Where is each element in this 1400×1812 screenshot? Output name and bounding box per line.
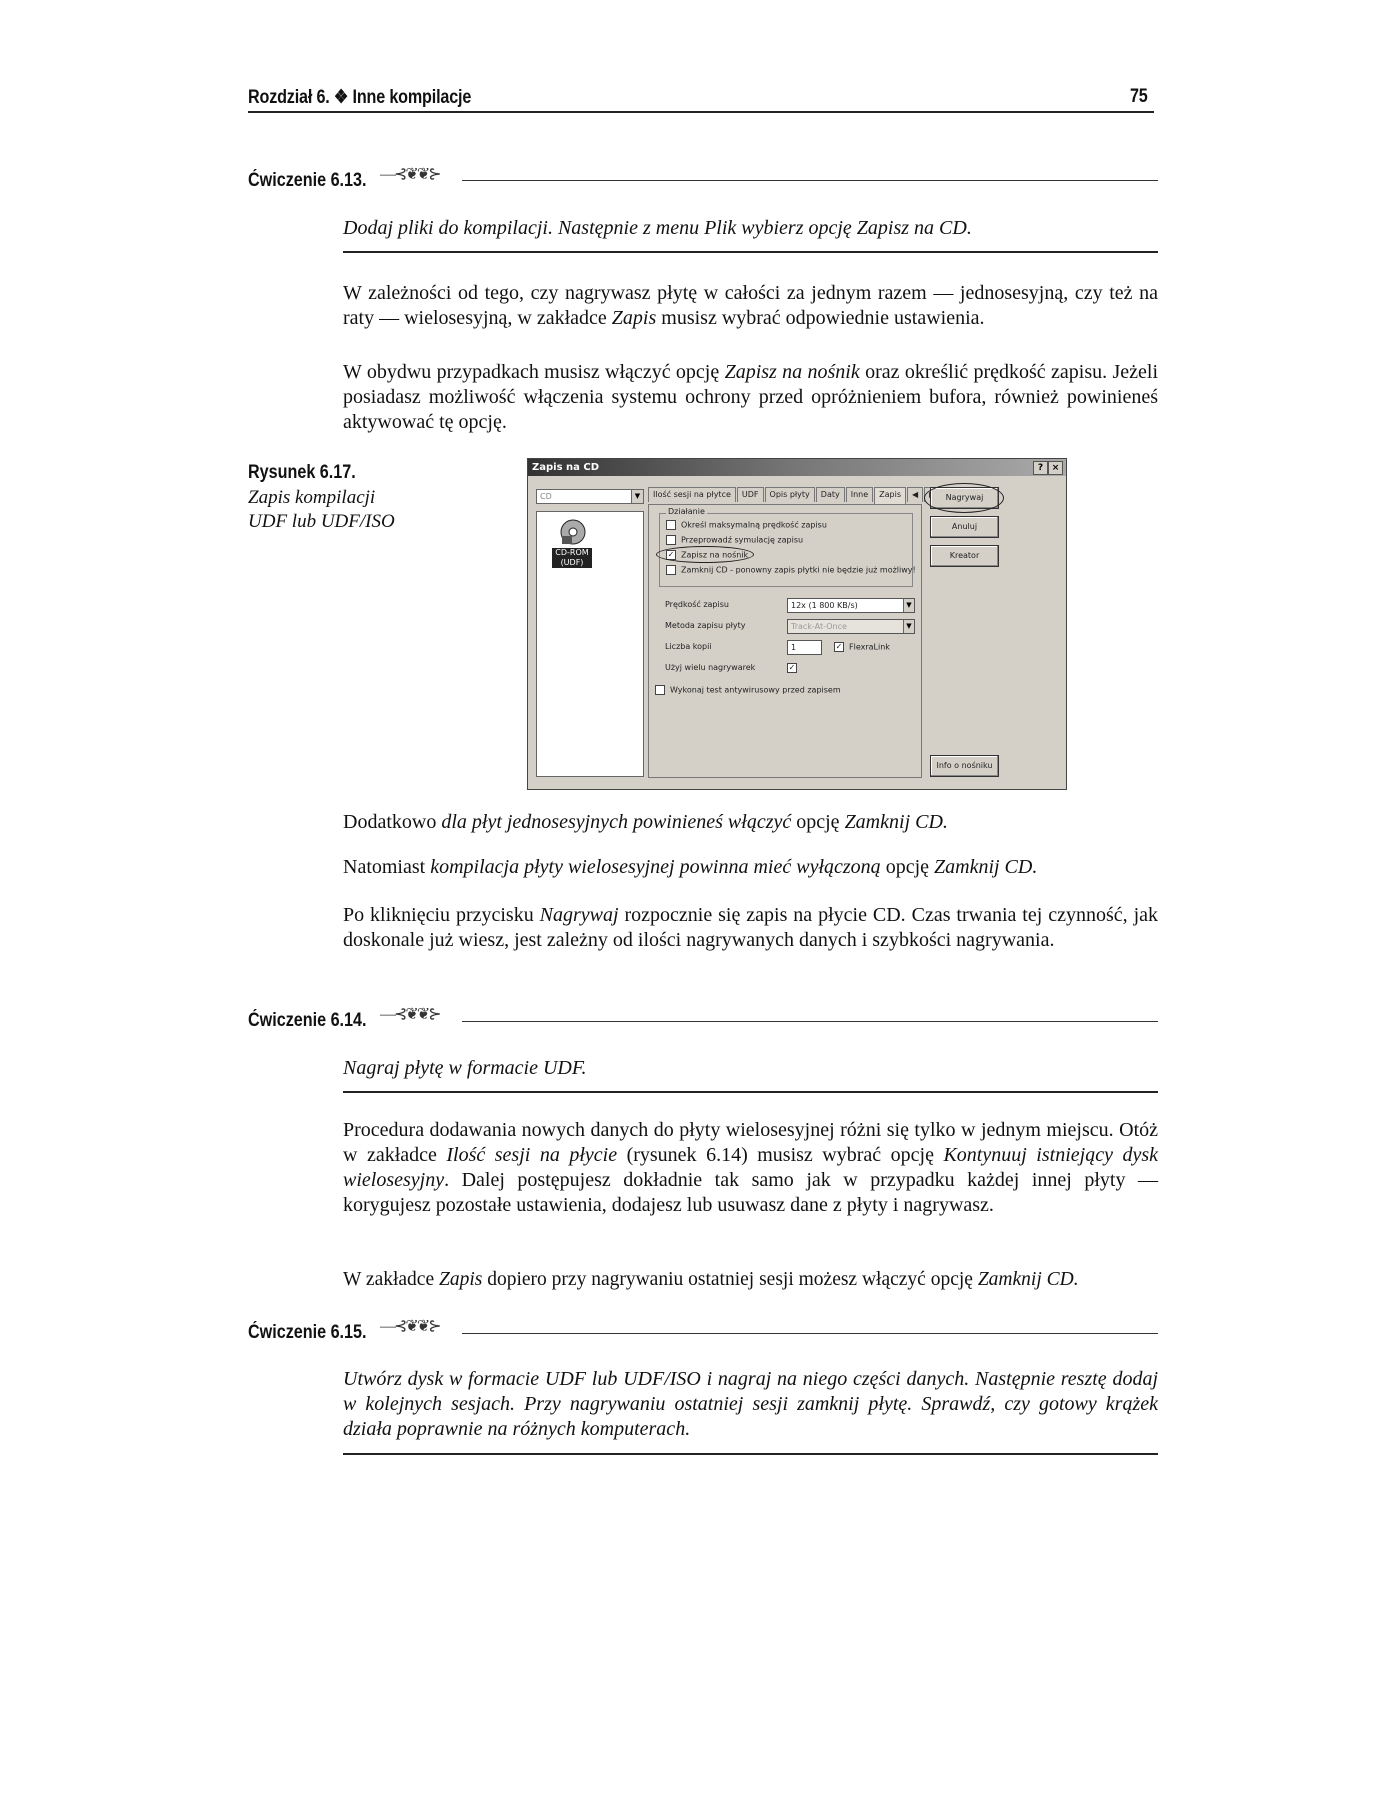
simulation-checkbox[interactable]: Przeprowadź symulację zapisu — [666, 535, 803, 545]
paragraph-6: Procedura dodawania nowych danych do płyty wielosesyjnej różni się tylko w jednym miejscu. Otóż w zakładce Ilość sesji na płycie (rysunek 6.14) musisz wybrać opcję Kontynuuj istniejący dysk wielosesyjny. Dalej postępujesz dokładnie tak samo jak w przypadku każdej innej płyty — korygujesz pozostałe ustawienia, dodajesz lub usuwasz dane z płyty i nagrywasz. — [343, 1119, 1158, 1216]
burn-button[interactable]: Nagrywaj — [930, 487, 999, 509]
figure-label: Rysunek 6.17. — [248, 462, 356, 483]
ornament-icon: —⊰❦❦⊱ — [380, 166, 440, 183]
paragraph-4: Natomiast kompilacja płyty wielosesyjnej powinna mieć wyłączoną opcję Zamknij CD. — [343, 856, 1038, 878]
tab-scroll-left-icon[interactable]: ◀ — [907, 487, 923, 502]
chevron-down-icon: ▼ — [903, 599, 914, 612]
multi-recorder-checkbox[interactable]: ✓ — [788, 663, 796, 672]
running-header-chapter: Rozdział 6. ❖ Inne kompilacje — [248, 87, 472, 108]
tab-other[interactable]: Inne — [846, 487, 873, 502]
burn-highlight-oval — [924, 483, 1004, 513]
drive-combo[interactable]: CD ▼ — [536, 489, 644, 504]
action-group — [659, 507, 916, 587]
exercise-rule — [462, 1021, 1158, 1022]
antivirus-checkbox[interactable]: Wykonaj test antywirusowy przed zapisem — [655, 685, 841, 695]
exercise-6-14-label: Ćwiczenie 6.14. — [248, 1010, 367, 1031]
paragraph-5: Po kliknięciu przycisku Nagrywaj rozpocznie się zapis na płycie CD. Czas trwania tej czynność, jak doskonale już wiesz, jest zależny od ilości nagrywanych danych i szybkości nagrywania. — [343, 904, 1158, 951]
multi-recorder-label: Użyj wielu nagrywarek — [665, 663, 756, 672]
tab-dates[interactable]: Daty — [816, 487, 845, 502]
method-select[interactable]: Track-At-Once ▼ — [787, 619, 915, 634]
compilation-pane[interactable] — [536, 511, 644, 777]
tab-strip — [648, 487, 941, 503]
write-to-media-checkbox[interactable]: ✓ Zapisz na nośnik — [667, 550, 749, 560]
tab-disc-label[interactable]: Opis płyty — [765, 487, 815, 502]
cd-rom-label: CD-ROM (UDF) — [552, 548, 592, 568]
speed-label: Prędkość zapisu — [665, 600, 729, 609]
figure-caption: Zapis kompilacji UDF lub UDF/ISO — [248, 487, 395, 532]
method-label: Metoda zapisu płyty — [665, 621, 746, 630]
paragraph-7: W zakładce Zapis dopiero przy nagrywaniu ostatniej sesji możesz włączyć opcję Zamknij CD. — [343, 1269, 1079, 1290]
exercise-6-14-task: Nagraj płytę w formacie UDF. — [343, 1057, 587, 1079]
speed-select[interactable]: 12x (1 800 KB/s) ▼ — [787, 598, 915, 613]
exercise-rule — [462, 180, 1158, 181]
max-speed-checkbox[interactable]: Określ maksymalną prędkość zapisu — [666, 520, 827, 530]
page-number: 75 — [1130, 86, 1148, 107]
cd-rom-icon — [559, 518, 587, 546]
dialog-title: Zapis na CD ? × — [528, 459, 1066, 476]
task-rule — [343, 1091, 1158, 1093]
burn-tab-panel — [648, 504, 922, 778]
task-rule — [343, 1453, 1158, 1455]
exercise-6-13-task: Dodaj pliki do kompilacji. Następnie z menu Plik wybierz opcję Zapisz na CD. — [343, 217, 972, 239]
wizard-button[interactable]: Kreator — [930, 545, 999, 567]
task-rule — [343, 251, 1158, 253]
chevron-down-icon: ▼ — [903, 620, 914, 633]
media-info-button[interactable]: Info o nośniku — [930, 755, 999, 777]
tab-sessions[interactable]: Ilość sesji na płytce — [648, 487, 736, 502]
exercise-rule — [462, 1333, 1158, 1334]
copies-label: Liczba kopii — [665, 642, 712, 651]
tab-udf[interactable]: UDF — [737, 487, 764, 502]
exercise-6-15-task: Utwórz dysk w formacie UDF lub UDF/ISO i nagraj na niego części danych. Następnie resztę dodaj w kolejnych sesjach. Przy nagrywaniu ostatniej sesji zamknij płytę. Sprawdź, czy gotowy krążek działa poprawnie na różnych komputerach. — [343, 1368, 1158, 1440]
ornament-icon: —⊰❦❦⊱ — [380, 1318, 440, 1335]
close-button[interactable]: × — [1048, 461, 1063, 475]
paragraph-2: W obydwu przypadkach musisz włączyć opcję Zapisz na nośnik oraz określić prędkość zapisu. Jeżeli posiadasz możliwość włączenia systemu ochrony przed opróżnieniem bufora, również powinieneś aktywować tę opcję. — [343, 361, 1158, 433]
exercise-6-13-label: Ćwiczenie 6.13. — [248, 170, 367, 191]
header-rule — [248, 111, 1154, 113]
tab-burn[interactable]: Zapis — [874, 487, 906, 504]
zapis-na-cd-dialog — [527, 458, 1067, 790]
chevron-down-icon: ▼ — [631, 490, 643, 503]
highlight-oval — [656, 546, 754, 563]
exercise-6-15-label: Ćwiczenie 6.15. — [248, 1322, 367, 1343]
action-group-title: Działanie — [668, 507, 705, 516]
close-cd-checkbox[interactable]: Zamknij CD - ponowny zapis płytki nie będzie już możliwy! — [666, 565, 916, 575]
flexralink-checkbox[interactable]: ✓ FlexraLink — [835, 642, 890, 652]
copies-input[interactable]: 1 — [787, 640, 822, 655]
cancel-button[interactable]: Anuluj — [930, 516, 999, 538]
help-button[interactable]: ? — [1033, 461, 1048, 475]
paragraph-1: W zależności od tego, czy nagrywasz płytę w całości za jednym razem — jednosesyjną, czy też na raty — wielosesyjną, w zakładce Zapis musisz wybrać odpowiednie ustawienia. — [343, 282, 1158, 329]
paragraph-3: Dodatkowo dla płyt jednosesyjnych powinieneś włączyć opcję Zamknij CD. — [343, 811, 948, 833]
ornament-icon: —⊰❦❦⊱ — [380, 1006, 440, 1023]
